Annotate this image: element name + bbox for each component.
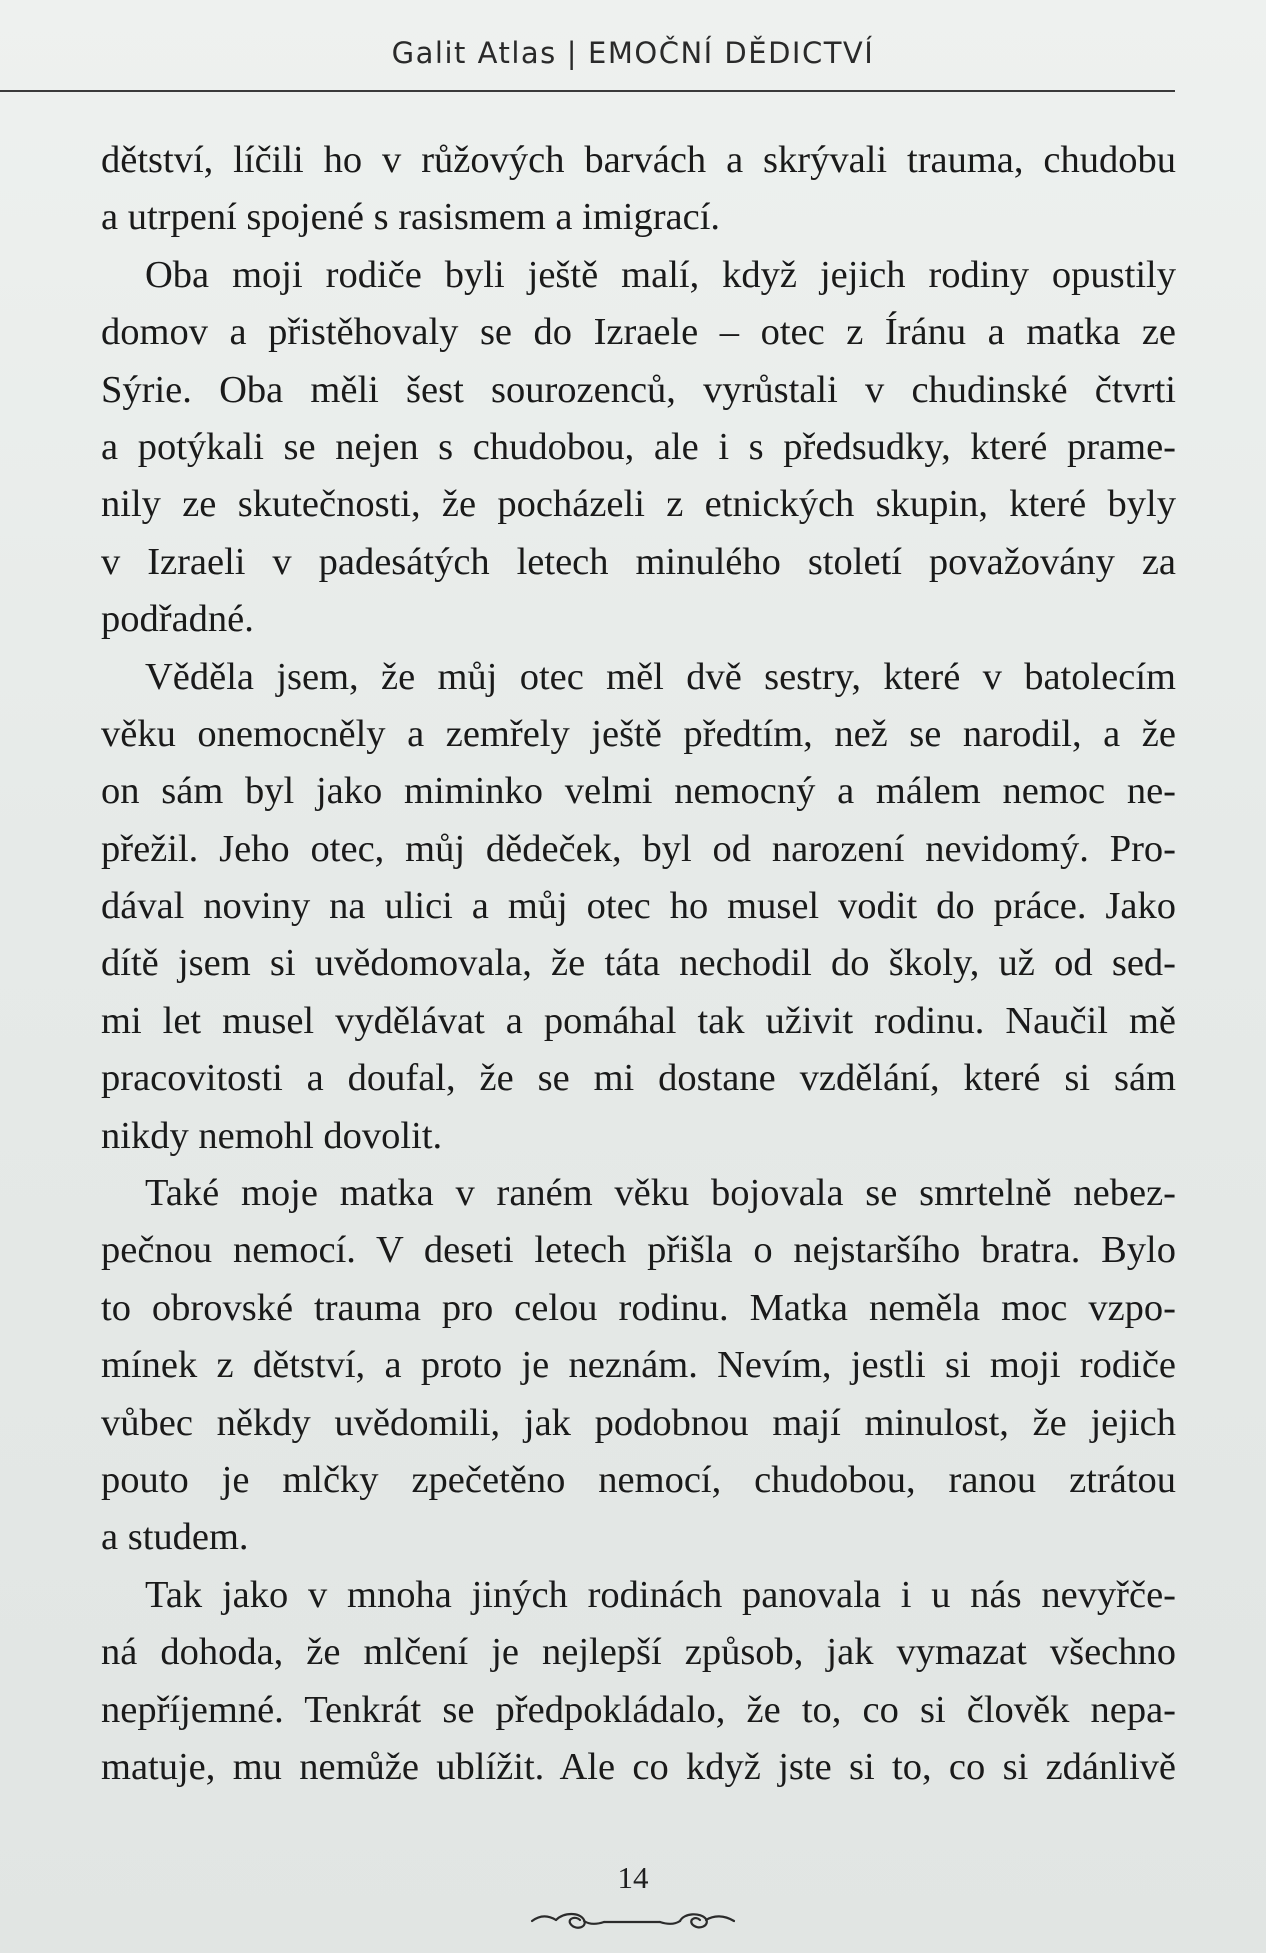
text-line: nepříjemné. Tenkrát se předpokládalo, že to, co si člověk nepa- — [101, 1688, 1176, 1731]
text-line: dětství, líčili ho v růžových barvách a skrývali trauma, chudobu — [101, 139, 1176, 181]
text-line: přežil. Jeho otec, můj dědeček, byl od narození nevidomý. Pro- — [101, 827, 1176, 870]
header-separator: | — [566, 36, 579, 70]
text-line: vůbec někdy uvědomili, jak podobnou mají minulost, že jejich — [101, 1401, 1176, 1444]
text-line: nily ze skutečnosti, že pocházeli z etnických skupin, které byly — [101, 483, 1176, 526]
text-line: ná dohoda, že mlčení je nejlepší způsob, jak vymazat všechno — [101, 1631, 1176, 1674]
header-author: Galit Atlas — [391, 36, 557, 70]
text-line: Oba moji rodiče byli ještě malí, když jejich rodiny opustily — [145, 253, 1176, 296]
text-line: mi let musel vydělávat a pomáhal tak uživit rodinu. Naučil mě — [101, 999, 1176, 1042]
paragraph — [101, 649, 1176, 1166]
paragraph — [101, 132, 1176, 247]
text-line: on sám byl jako miminko velmi nemocný a málem nemoc ne- — [101, 770, 1176, 813]
text-line: pracovitosti a doufal, že se mi dostane vzdělání, které si sám — [101, 1057, 1176, 1100]
text-line: to obrovské trauma pro celou rodinu. Matka neměla moc vzpo- — [101, 1286, 1176, 1329]
paragraph — [101, 1165, 1176, 1567]
text-line: matuje, mu nemůže ublížit. Ale co když jste si to, co si zdánlivě — [101, 1745, 1176, 1788]
text-line: a utrpení spojené s rasismem a imigrací. — [101, 196, 721, 239]
text-line: pouto je mlčky zpečetěno nemocí, chudobou, ranou ztrátou — [101, 1458, 1176, 1501]
text-line: podřadné. — [101, 598, 254, 641]
body-text — [101, 132, 1176, 1796]
text-line: dával noviny na ulici a můj otec ho musel vodit do práce. Jako — [101, 885, 1176, 928]
text-line: Tak jako v mnoha jiných rodinách panovala i u nás nevyřče- — [145, 1573, 1176, 1616]
text-line: dítě jsem si uvědomovala, že táta nechodil do školy, už od sed- — [101, 942, 1176, 985]
page-number: 14 — [617, 1860, 649, 1895]
text-line: a potýkali se nejen s chudobou, ale i s předsudky, které prame- — [101, 425, 1176, 468]
text-line: věku onemocněly a zemřely ještě předtím, než se narodil, a že — [101, 712, 1176, 755]
text-line: pečnou nemocí. V deseti letech přišla o nejstaršího bratra. Bylo — [101, 1229, 1176, 1272]
paragraph — [101, 1567, 1176, 1797]
text-line: Věděla jsem, že můj otec měl dvě sestry, které v batolecím — [145, 655, 1176, 698]
text-line: nikdy nemohl dovolit. — [101, 1114, 443, 1157]
text-line: domov a přistěhovaly se do Izraele – otec z Íránu a matka ze — [101, 311, 1176, 354]
header-rule — [0, 90, 1175, 92]
text-line: mínek z dětství, a proto je neznám. Nevím, jestli si moji rodiče — [101, 1344, 1176, 1387]
text-line: Také moje matka v raném věku bojovala se smrtelně nebez- — [145, 1172, 1176, 1215]
flourish-ornament-icon — [528, 1906, 738, 1936]
running-header — [0, 36, 1266, 70]
header-book-title: EMOČNÍ DĚDICTVÍ — [588, 36, 875, 70]
paragraph — [101, 247, 1176, 649]
text-line: v Izraeli v padesátých letech minulého století považovány za — [101, 540, 1176, 583]
text-line: Sýrie. Oba měli šest sourozenců, vyrůstali v chudinské čtvrti — [101, 368, 1176, 411]
text-line: a studem. — [101, 1516, 249, 1559]
